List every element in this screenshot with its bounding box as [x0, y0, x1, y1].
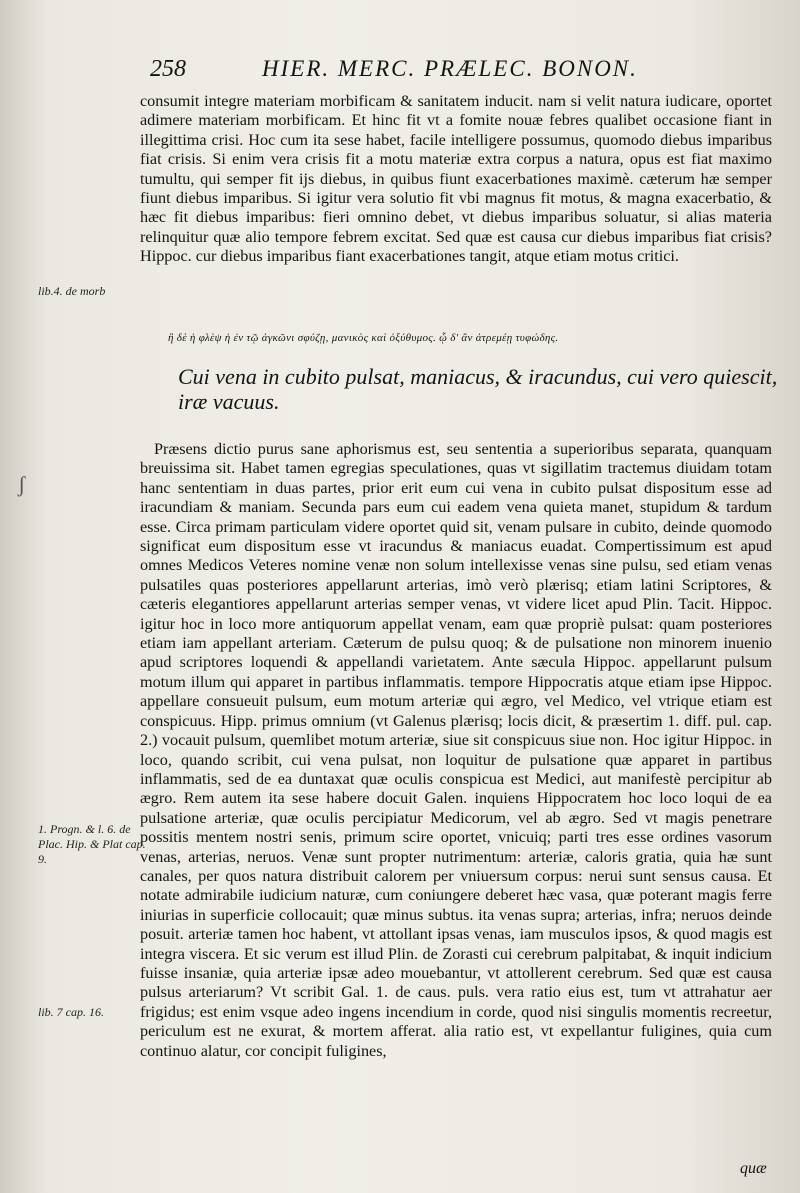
- running-head: HIER. MERC. PRÆLEC. BONON.: [262, 56, 638, 81]
- margin-note: lib.4. de morb: [38, 284, 106, 298]
- greek-aphorism-line: ἢ δὲ ἡ φλὲψ ἡ ἐν τῷ ἀγκῶνι σφύζῃ, μανικὸς καὶ ὀξύθυμος. ᾧ δ' ἂν ἀτρεμέῃ τυφώδης.: [168, 332, 559, 344]
- margin-mark: ʃ: [18, 472, 26, 497]
- text-block-1: [140, 92, 772, 267]
- catchword: quæ: [740, 1160, 767, 1177]
- aphorism-lemma: Cui vena in cubito pulsat, maniacus, & iracundus, cui vero quiescit, iræ vacuus.: [178, 364, 778, 414]
- margin-note: 1. Progn. & l. 6. de Plac. Hip. & Plat cap. 9.: [38, 822, 146, 866]
- margin-note: lib. 7 cap. 16.: [38, 1005, 104, 1019]
- page-number: 258: [150, 56, 186, 82]
- page-header: [150, 56, 710, 90]
- paragraph: consumit integre materiam morbificam & sanitatem inducit. nam si velit natura iudicare, oportet adimere materiam morbificam. Et hinc fit vt a fomite nouæ febres qualibet occasione fiant in illegittima crisi. Hoc cum ita sese habet, facile intelligere possumus, quomodo diebus imparibus fiat crisis. Si enim vera crisis fit a motu materiæ extra corpus a natura, opus est fiat maximo tumultu, qui semper fit ijs diebus, in quibus fiunt exacerbationes maximè. cæterum hæ semper fiunt diebus imparibus. Si igitur vera solutio fit vbi magnus fit motus, & magna exacerbatio, & hæc fit diebus imparibus: fieri omnino debet, vt diebus imparibus soluatur, si alias materia relinquitur quæ alio tempore febrem excitat. Sed quæ est causa cur diebus imparibus fiat crisis? Hippoc. cur diebus imparibus fiant exacerbationes tangit, atque etiam motus critici.: [140, 92, 772, 266]
- text-block-2: [140, 440, 772, 1061]
- paragraph: Præsens dictio purus sane aphorismus est, seu sententia a superioribus separata, quanquam breuissima sit. Habet tamen egregias speculationes, quas vt sigillatim tractemus diuidam totam hanc sententiam in duas partes, prior erit eum cui vena in cubito pulsat dispositum esse ad iracundiam & maniam. Secunda pars eum cui eadem vena quieta manet, stupidum & tardum esse. Circa primam particulam videre oportet quid sit, venam pulsare in cubito, deinde quomodo significat eum dispositum esse vt iracundus & maniacus euadat. Compertissimum est apud omnes Medicos Veteres nomine venæ non solum intellexisse venas sine pulsu, sed etiam venas pulsatiles quas posteriores appellarunt arterias, imò verò plærisq; etiam latini Scriptores, & cæteris elegantiores appellarunt arterias semper venas, vt videre licet apud Plin. Tacit. Hippoc. igitur hoc in loco more antiquorum appellat venam, eam quæ propriè pulsat: quam posteriores etiam iam appellant arteriam. Cæterum de pulsu quoq; & de pulsatione non minorem inuenio apud scriptores loquendi & appellandi varietatem. Ante sæcula Hippoc. appellarunt pulsum motum illum qui apparet in partibus inflammatis. tempore Hippocratis atque etiam ipse Hippoc. appellare consueuit pulsum, eum motum arteriæ qui ægro, vel Medico, vel vtrique etiam est conspicuus. Hipp. primus omnium (vt Galenus plærisq; locis dicit, & præsertim 1. diff. pul. cap. 2.) vocauit pulsum, quemlibet motum arteriæ, siue sit conspicuus siue non. Hoc igitur Hippoc. in loco, quando scribit, cui vena pulsat, non loquitur de pulsatione quæ apparet in partibus inflammatis, sed de ea duntaxat quæ oculis conspicua est Medici, aut manifestè percipitur ab ægro. Rem autem ita sese habere docuit Galen. inquiens Hippocratem hoc loco loqui de ea pulsatione arteriæ, quæ oculis percipiatur Medicorum, vel ab ægro. Sed vt magis penetrare possitis mentem nostri senis, primum scire oportet, vnicuiq; parti tres esse ordines vasorum venas, arterias, neruos. Venæ sunt propter nutrimentum: arteriæ, caloris gratia, quia hæ sunt canales, per quos natura distribuit calorem per vniuersum corpus: nerui sunt sensus causa. Et notate admirabile iudicium naturæ, cum coniungere deberet hæc vasa, quæ poterant magis ferre iniurias in superficie collocauit; quæ minus subtus. ita venas supra; arterias, infra; neruos deinde posuit. arteriæ tamen hoc habent, vt attollant ipsas venas, iam musculos ipsos, & quod magis est integra viscera. Et sic verum est illud Plin. de Zorasti cui cerebrum palpitabat, & inquit indicium fuisse insaniæ, quia arteriæ ipsæ adeo mouebantur, vt attollerent cerebrum. Sed quæ est causa pulsus arteriarum? Vt scribit Gal. 1. de caus. puls. vera ratio eius est, tum vt attrahatur aer frigidus; est enim vsque adeo ingens incendium in corde, quod nisi singulis momentis recreetur, periculum est ne exurat, & mortem afferat. alia ratio est, vt expellantur fuligines, quia cum continuo alatur, cor concipit fuligines,: [140, 440, 772, 1060]
